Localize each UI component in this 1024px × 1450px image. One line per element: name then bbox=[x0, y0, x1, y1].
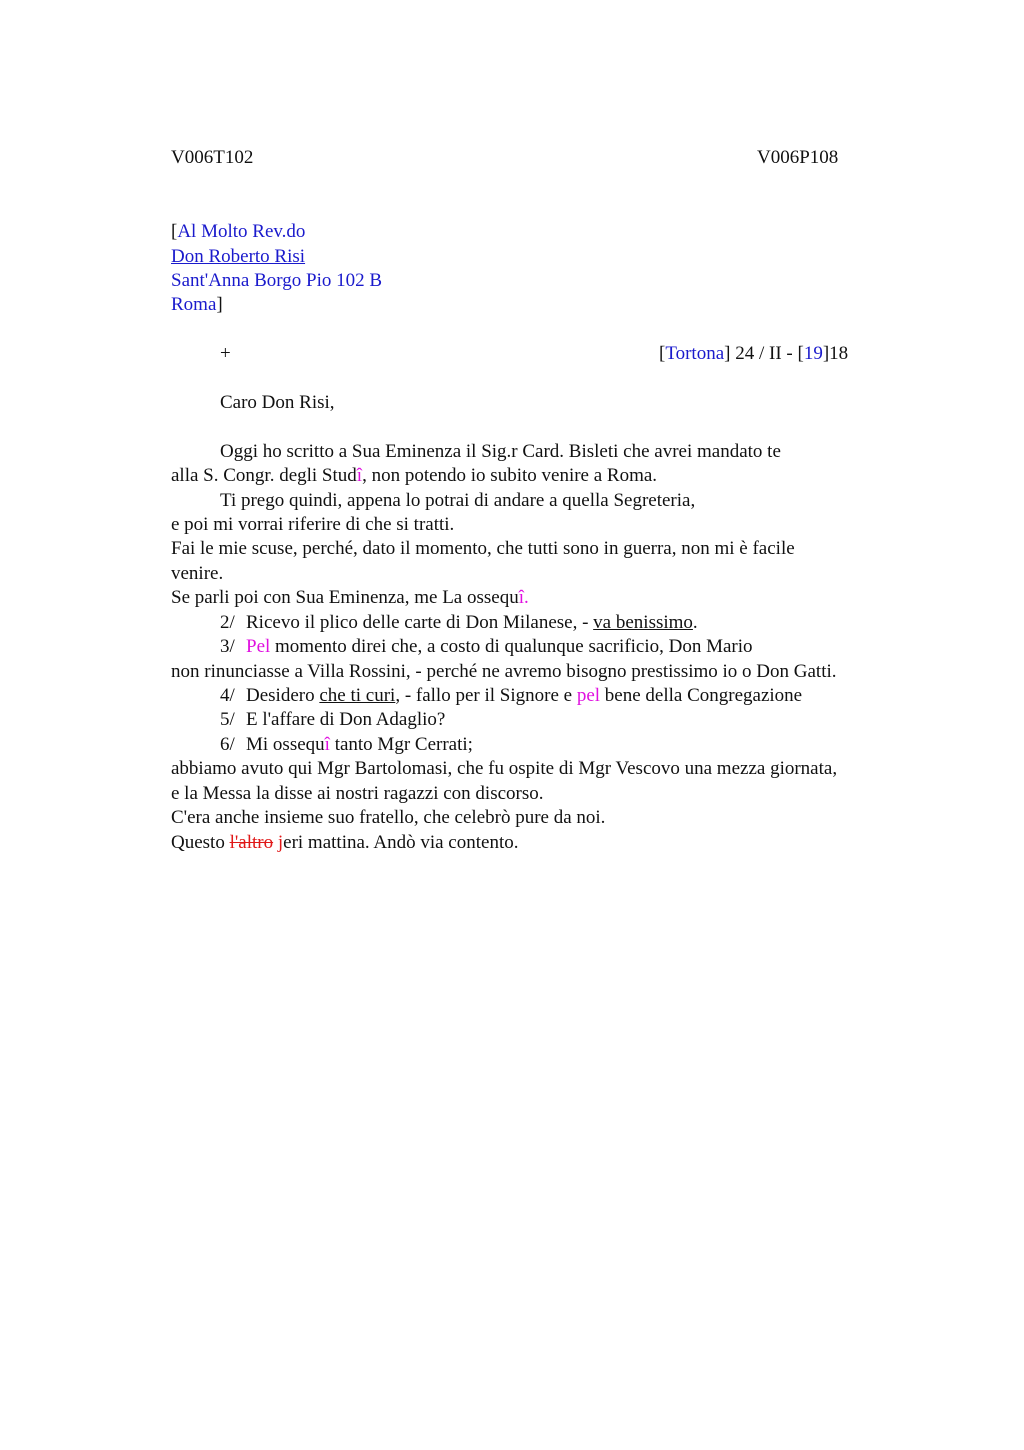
cross-symbol: + bbox=[220, 343, 231, 364]
underlined-text: che ti curi bbox=[319, 685, 396, 706]
address-city: Roma bbox=[171, 294, 217, 315]
body-line: e la Messa la disse ai nostri ragazzi con discorso. bbox=[171, 783, 544, 804]
body-line: non rinunciasse a Villa Rossini, - perché ne avremo bisogno prestissimo io o Don Gatti. bbox=[171, 661, 837, 682]
list-item-2 bbox=[220, 611, 698, 635]
body-line bbox=[171, 464, 657, 488]
address-recipient-title: Al Molto Rev.do bbox=[177, 221, 306, 242]
dateline-century: 19 bbox=[803, 343, 823, 364]
body-line: C'era anche insieme suo fratello, che celebrò pure da noi. bbox=[171, 807, 606, 828]
text-run: Questo bbox=[171, 832, 230, 853]
text-run: eri mattina. Andò via contento. bbox=[283, 832, 519, 853]
address-line-4 bbox=[171, 293, 223, 317]
list-item-6 bbox=[220, 733, 473, 757]
dateline-open-bracket: [ bbox=[659, 343, 666, 364]
underlined-text: va benissimo bbox=[593, 612, 693, 633]
text-run: Mi ossequ bbox=[246, 734, 325, 755]
archive-code-left: V006T102 bbox=[171, 147, 254, 168]
open-bracket: [ bbox=[171, 221, 178, 242]
dateline-place: Tortona bbox=[665, 343, 725, 364]
text-run: E l'affare di Don Adaglio? bbox=[246, 709, 446, 730]
dateline-year: ]18 bbox=[822, 343, 849, 364]
item-number: 6/ bbox=[220, 734, 235, 755]
emendation-mark: î bbox=[324, 734, 330, 755]
item-number: 3/ bbox=[220, 636, 235, 657]
list-item-4 bbox=[220, 684, 802, 708]
body-line bbox=[171, 831, 518, 855]
emendation-mark: Pel bbox=[246, 636, 271, 657]
list-item-5 bbox=[220, 708, 445, 732]
body-line: e poi mi vorrai riferire di che si tratti. bbox=[171, 514, 455, 535]
text-run: Desidero bbox=[246, 685, 320, 706]
emendation-mark: î. bbox=[518, 587, 529, 608]
text-run: . bbox=[692, 612, 698, 633]
body-line: Fai le mie scuse, perché, dato il momento, che tutti sono in guerra, non mi è facile bbox=[171, 538, 795, 559]
inserted-letter: j bbox=[277, 832, 284, 853]
item-number: 4/ bbox=[220, 685, 235, 706]
text-run: tanto Mgr Cerrati; bbox=[329, 734, 473, 755]
address-line-3: Sant'Anna Borgo Pio 102 B bbox=[171, 270, 383, 291]
text-run: Se parli poi con Sua Eminenza, me La ossequ bbox=[171, 587, 519, 608]
body-line: venire. bbox=[171, 563, 224, 584]
emendation-mark: î bbox=[356, 465, 363, 486]
emendation-mark: pel bbox=[576, 685, 601, 706]
close-bracket: ] bbox=[216, 294, 223, 315]
body-line: Ti prego quindi, appena lo potrai di andare a quella Segreteria, bbox=[220, 490, 696, 511]
deleted-text: l'altro bbox=[229, 832, 274, 853]
text-run: Ricevo il plico delle carte di Don Milanese, - bbox=[246, 612, 594, 633]
text-run: , - fallo per il Signore e bbox=[395, 685, 577, 706]
text-run: alla S. Congr. degli Stud bbox=[171, 465, 357, 486]
body-line: abbiamo avuto qui Mgr Bartolomasi, che fu ospite di Mgr Vescovo una mezza giornata, bbox=[171, 758, 838, 779]
text-run: , non potendo io subito venire a Roma. bbox=[362, 465, 658, 486]
body-line: Oggi ho scritto a Sua Eminenza il Sig.r Card. Bisleti che avrei mandato te bbox=[220, 441, 781, 462]
dateline bbox=[659, 342, 848, 366]
salutation: Caro Don Risi, bbox=[220, 392, 335, 413]
item-number: 2/ bbox=[220, 612, 235, 633]
dateline-date: ] 24 / II - [ bbox=[724, 343, 804, 364]
address-line-1 bbox=[171, 220, 305, 244]
archive-code-right: V006P108 bbox=[757, 147, 839, 168]
item-number: 5/ bbox=[220, 709, 235, 730]
text-run: momento direi che, a costo di qualunque sacrificio, Don Mario bbox=[270, 636, 753, 657]
text-run: bene della Congregazione bbox=[600, 685, 803, 706]
address-line-2: Don Roberto Risi bbox=[171, 246, 306, 267]
body-line bbox=[171, 586, 529, 610]
list-item-3 bbox=[220, 635, 753, 659]
